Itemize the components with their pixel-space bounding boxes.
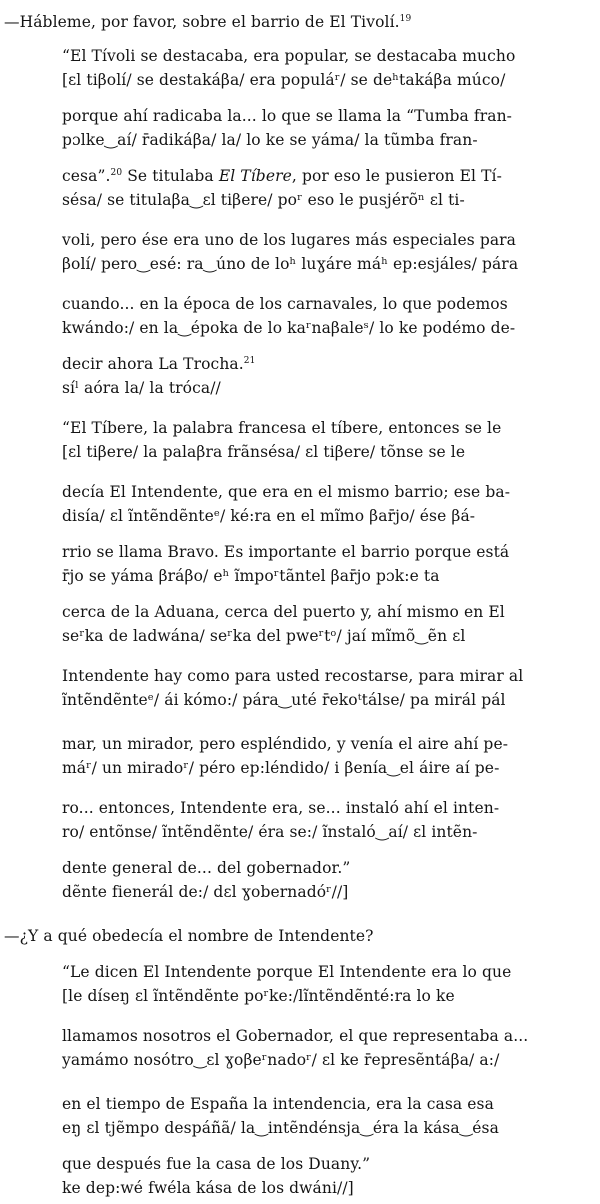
phonetic-line: kwándo:/ en la‿épοka de lo kaʳnaβaleˢ/ lo ke podémo de- <box>62 319 516 337</box>
phonetic-line: máʳ/ un miradoʳ/ péro ep:léndido/ i βenía‿el áire aí pe- <box>62 759 500 777</box>
transcript-line: rrio se llama Bravo. Es importante el barrio porque está <box>62 543 510 561</box>
phonetic-line: síˡ aóra la/ la tróca// <box>62 379 221 397</box>
phonetic-line: [le díseŋ ɛl ĩntẽndẽnte poʳke:/lĩntẽndẽnté:ra lo ke <box>62 987 455 1005</box>
transcript-line: en el tiempo de España la intendencia, era la casa esa <box>62 1095 494 1113</box>
transcript-line: decir ahora La Trocha.$^{21}$ <box>62 355 256 373</box>
phonetic-line: [ɛl tiβere/ la palaβra frãnsésa/ ɛl tiβere/ tõnse se le <box>62 443 466 461</box>
phonetic-line: r̄jo se yáma βráβo/ eʰ ĩmpoʳtãntel βar̄jo pɔk:e ta <box>62 567 440 585</box>
transcript-line: “El Tívoli se destacaba, era popular, se destacaba mucho <box>62 47 516 65</box>
transcript-line: cuando... en la época de los carnavales, lo que podemos <box>62 295 508 313</box>
phonetic-line: dẽnte fienerál de:/ dɛl ɣobernadóʳ//] <box>62 883 349 901</box>
phonetic-line: disía/ ɛl ĩntẽndẽnteᵉ/ ké:ra en el mĩmo βar̄jo/ ése βá- <box>62 507 476 525</box>
footnote-ref-19: 19 <box>399 13 412 24</box>
transcript-line: decía El Intendente, que era en el mismo barrio; ese ba- <box>62 483 511 501</box>
transcript-line: que después fue la casa de los Duany.” <box>62 1155 371 1173</box>
phonetic-line: seʳka de ladwána/ seʳka del pweʳtᵒ/ jaí mĩmõ‿ẽn ɛl <box>62 627 466 645</box>
transcript-line: “Le dicen El Intendente porque El Intendente era lo que <box>62 963 512 981</box>
phonetic-line: ĩntẽndẽnteᵉ/ ái kómo:/ pára‿uté r̄ekoᵗtálse/ pa mirál pál <box>62 691 506 709</box>
transcript-line: cerca de la Aduana, cerca del puerto y, ahí mismo en El <box>62 603 505 621</box>
transcript-line: voli, pero ése era uno de los lugares más especiales para <box>62 231 517 249</box>
phonetic-line: ke dep:wé fwéla kása de los dwáni//] <box>62 1179 354 1197</box>
transcript-line: ro... entonces, Intendente era, se... instaló ahí el inten- <box>62 799 500 817</box>
transcript-line: dente general de... del gobernador.” <box>62 859 351 877</box>
phonetic-line: yamámo nosótro‿ɛl ɣoβeʳnadoʳ/ ɛl ke r̄epresẽntáβa/ a:/ <box>62 1051 500 1069</box>
transcript-line: mar, un mirador, pero espléndido, y venía el aire ahí pe- <box>62 735 509 753</box>
transcript-line: cesa”.$^{20}$ Se titulaba El Tíbere, por eso le pusieron El Tí- <box>62 167 502 185</box>
phonetic-line: βolí/ pero‿esé: ra‿úno de loʰ luɣáre máʰ ep:esjáles/ pára <box>62 255 519 273</box>
phonetic-line: pɔlke‿aí/ r̄adikáβa/ la/ lo ke se yáma/ la tũmba fran- <box>62 131 478 149</box>
transcript-line: “El Tíbere, la palabra francesa el tíbere, entonces se le <box>62 419 502 437</box>
interviewer-question-1: —Hábleme, por favor, sobre el barrio de El Tivolí.$^{19}$ <box>4 13 412 31</box>
footnote-ref-20: 20 <box>110 167 123 178</box>
phonetic-line: ro/ entõnse/ ĩntẽndẽnte/ éra se:/ ĩnstaló‿aí/ ɛl intẽn- <box>62 823 478 841</box>
phonetic-line: [ɛl tiβolí/ se destakáβa/ era populáʳ/ se deʰtakáβa múco/ <box>62 71 506 89</box>
italic-title: El Tíbere <box>218 167 292 185</box>
phonetic-line: eŋ ɛl tjẽmpo despáñã/ la‿intẽndénsja‿éra la kása‿ésa <box>62 1119 499 1137</box>
interviewer-question-2: —¿Y a qué obedecía el nombre de Intendente? <box>4 927 374 945</box>
phonetic-line: sésa/ se titulaβa‿ɛl tiβere/ poʳ eso le pusjérõⁿ ɛl ti- <box>62 191 465 209</box>
transcript-line: llamamos nosotros el Gobernador, el que representaba a... <box>62 1027 529 1045</box>
footnote-ref-21: 21 <box>243 355 256 366</box>
transcript-line: porque ahí radicaba la... lo que se llama la “Tumba fran- <box>62 107 512 125</box>
transcript-line: Intendente hay como para usted recostarse, para mirar al <box>62 667 524 685</box>
